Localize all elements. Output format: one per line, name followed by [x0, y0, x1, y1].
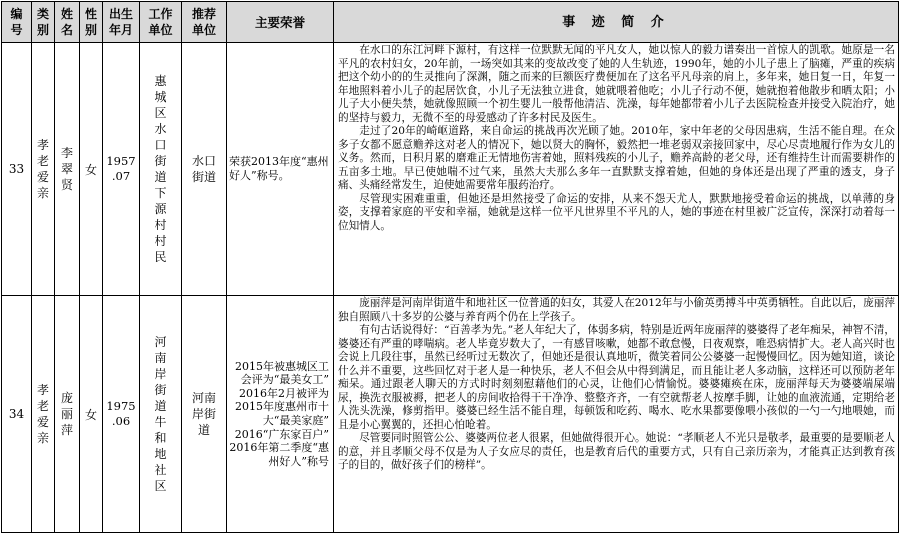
header-birth: 出生年月 [103, 2, 140, 43]
header-row [2, 2, 899, 43]
honor-item: 2015年被惠城区工会评为“最美女工” [235, 359, 329, 387]
row-work-unit: 河南岸街道牛和地社区 [140, 296, 182, 533]
table-row [2, 43, 899, 296]
header-work-unit: 工作单位 [140, 2, 182, 43]
row-recommender: 河南岸街道 [182, 296, 227, 533]
honors-table [1, 1, 899, 533]
row-category: 孝老爱亲 [32, 43, 55, 296]
story-paragraph: 庞丽萍是河南岸街道牛和地社区一位普通的妇女，其爱人在2012年与小偷英勇搏斗中英勇牺牲。自此以后，庞丽萍独自照顾八十多岁的公婆与养育两个仍在上学孩子。 [338, 297, 895, 323]
honor-item: 荣获2013年度“惠州好人”称号。 [229, 155, 329, 182]
header-name: 姓名 [55, 2, 80, 43]
row-work-unit: 惠城区水口街道下源村村民 [140, 43, 182, 296]
story-paragraph: 在水口的东江河畔下源村，有这样一位默默无闻的平凡女人，她以惊人的毅力谱奏出一首惊人的凯歌。她原是一名平凡的农村妇女，20年前，一场突如其来的变故改变了她的人生轨迹，1990年，她的小儿子患上了脑瘫，严重的疾病把这个幼小的的生灵推向了深渊，随之而来的巨额医疗费便加在了这名平凡母亲的肩上，多年来，她日复一日，年复一年地照料着小儿子的起居饮食，小儿子无法独立进食，她就喂着他吃；小儿子行动不便，她就抱着他散步和晒太阳；小儿子大小便失禁，她就像照顾一个初生婴儿一般帮他清洁、洗澡，每年她都带着小儿子去医院检查并接受入院治疗，她的坚持与毅力，无微不至的母爱感动了许多村民及医生。 [338, 44, 895, 124]
row-story [334, 296, 899, 533]
row-name: 庞丽萍 [55, 296, 80, 533]
row-gender: 女 [80, 296, 103, 533]
honor-item: 2016年2月被评为2015年度惠州市十大“最美家庭” [235, 386, 329, 427]
story-paragraph: 走过了20年的崎岖道路，来自命运的挑战再次光顾了她。2010年，家中年老的父母因患病，生活不能自理。在众多子女都不愿意赡养这对老人的情况下，她以贤大的胸怀，毅然把一堆老弱双亲接回家中，尽心尽责地履行作为女儿的义务。然而，日积月累的磨难正无情地伤害着她，照料残疾的小儿子，赡养高龄的老父母，还有维持生计而需要耕作的五亩多土地。早已使她喘不过气来，虽然大夫那么多年一直默默支撑着她，但她的身体还是出现了严重的透支，身子痛、头痛经常发生，迫使她需要常年服药治疗。 [338, 125, 895, 191]
header-story: 事 迹 简 介 [334, 2, 899, 43]
row-honors [227, 296, 334, 533]
row-name: 李翠贤 [55, 43, 80, 296]
row-birth: 1975 .06 [103, 296, 140, 533]
row-story [334, 43, 899, 296]
row-id: 33 [2, 43, 32, 296]
row-honors [227, 43, 334, 296]
header-honors: 主要荣誉 [227, 2, 334, 43]
row-recommender: 水口街道 [182, 43, 227, 296]
row-gender: 女 [80, 43, 103, 296]
row-category: 孝老爱亲 [32, 296, 55, 533]
header-gender: 性别 [80, 2, 103, 43]
story-paragraph: 尽管现实困难重重，但她还是坦然接受了命运的安排，从来不怨天尤人，默默地接受着命运的挑战，以单薄的身姿，支撑着家庭的平安和幸福，她就是这样一位平凡世界里不平凡的人，她的事迹在村里被广泛宣传，深深打动着每一位知情人。 [338, 192, 895, 232]
header-category: 类别 [32, 2, 55, 43]
story-paragraph: 有句古话说得好：“百善孝为先。”老人年纪大了，体弱多病，特别是近两年庞丽萍的婆婆得了老年痴呆，神智不清，婆婆还有严重的哮喘病。老人毕竟岁数大了，一有感冒咳嗽，她都不敢怠慢，日夜观察，唯恐病情扩大。老人高兴时也会说上几段往事，虽然已经听过无数次了，但她还是很认真地听，微笑着同公公婆婆一起慢慢回忆。因为她知道，谈论什么并不重要，这些回忆对于老人是一种快乐，老人不但会从中得到满足，而且能让老人多动脑，这样还可以预防老年痴呆。通过跟老人聊天的方式时时刻刻慰藉他们的心灵，让他们心情愉悦。婆婆瘫痪在床，庞丽萍每天为婆婆端屎端尿，换洗衣服被褥，把老人的房间收拾得干干净净、整整齐齐，一有空就帮老人按摩手脚，让她的血液流通，定期给老人洗头洗澡，修剪指甲。婆婆已经生活不能自理，每顿饭和吃药、喝水、吃水果都要像喂小孩似的一勺一勺地喂她，而且是小心翼翼的，还担心怕呛着。 [338, 324, 895, 431]
story-paragraph: 尽管要同时照管公公、婆婆两位老人很累，但她做得很开心。她说：“孝顺老人不光只是敬孝，最重要的是要顺老人的意，并且孝顺父母不仅是为人子女应尽的责任，也是教育后代的重要方式，只有自己亲历亲为，才能真正达到教育孩子的目的，做好孩子们的榜样”。 [338, 432, 895, 471]
row-id: 34 [2, 296, 32, 533]
header-recommender: 推荐单位 [182, 2, 227, 43]
row-birth: 1957 .07 [103, 43, 140, 296]
honor-item: 2016“广东家百户” [234, 427, 329, 441]
table-row [2, 296, 899, 533]
header-id: 编号 [2, 2, 32, 43]
honor-item: 2016年第二季度“惠州好人”称号 [229, 441, 329, 468]
